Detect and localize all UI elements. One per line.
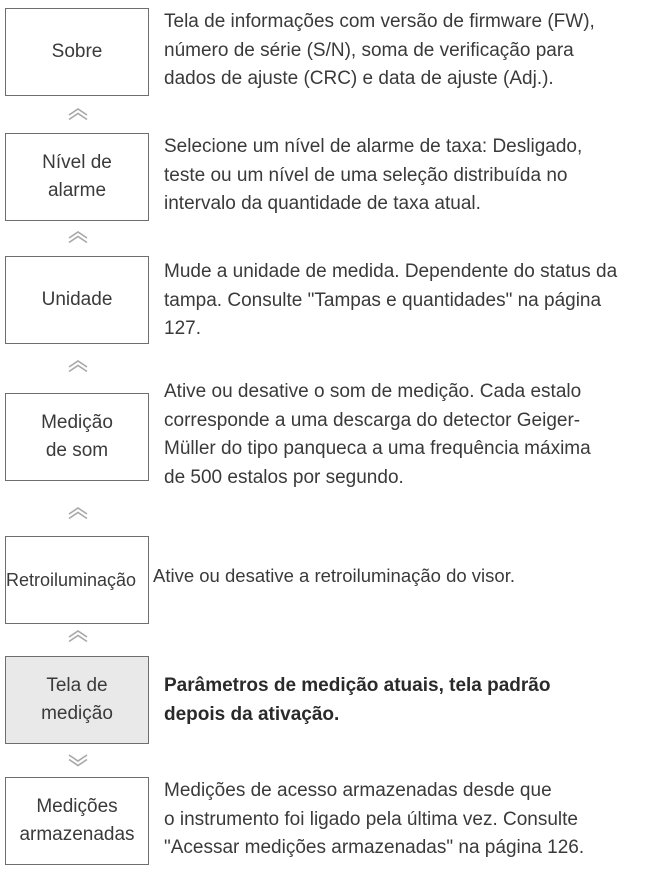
menu-description-tela-de-medicao <box>164 672 551 729</box>
menu-box-retroiluminacao: Retroiluminação <box>5 536 149 624</box>
chevron-up-double-icon <box>66 107 90 121</box>
menu-description-medicao-de-som <box>164 378 591 492</box>
menu-description-nivel-de-alarme <box>164 133 582 219</box>
description-line: Mude a unidade de medida. Dependente do status da <box>164 261 618 282</box>
menu-box-medicoes-armazenadas: Medições armazenadas <box>5 777 149 865</box>
description-line: "Acessar medições armazenadas" na página 126. <box>164 837 585 858</box>
description-line: dados de ajuste (CRC) e data de ajuste (Adj.). <box>164 68 554 89</box>
menu-description-retroiluminacao <box>153 562 515 591</box>
chevron-up-double-icon <box>66 506 90 520</box>
menu-box-nivel-de-alarme: Nível de alarme <box>5 133 149 221</box>
menu-description-unidade <box>164 258 617 344</box>
description-line: Müller do tipo panqueca a uma frequência máxima <box>164 438 591 459</box>
description-line: Ative ou desative a retroiluminação do visor. <box>153 565 515 586</box>
description-line: número de série (S/N), soma de verificação para <box>164 39 574 61</box>
description-line: Selecione um nível de alarme de taxa: Desligado, <box>164 136 583 157</box>
chevron-down-double-icon <box>66 753 90 767</box>
description-line: de 500 estalos por segundo. <box>164 466 404 488</box>
description-line: corresponde a uma descarga do detector Geiger- <box>164 409 581 431</box>
description-line: teste ou um nível de uma seleção distribuída no <box>164 164 568 186</box>
description-line: Parâmetros de medição atuais, tela padrão <box>164 675 551 696</box>
description-line: 127. <box>164 318 201 339</box>
menu-description-sobre <box>164 8 595 94</box>
chevron-up-double-icon <box>66 230 90 244</box>
menu-box-sobre: Sobre <box>5 8 149 96</box>
description-line: Ative ou desative o som de medição. Cada estalo <box>164 381 582 402</box>
menu-box-tela-de-medicao: Tela de medição <box>5 656 149 744</box>
description-line: intervalo da quantidade de taxa atual. <box>164 193 481 214</box>
menu-box-medicao-de-som: Medição de som <box>5 393 149 481</box>
menu-box-unidade: Unidade <box>5 256 149 344</box>
description-line: Tela de informações com versão de firmware (FW), <box>164 11 595 32</box>
description-line: Medições de acesso armazenadas desde que <box>164 780 552 801</box>
description-line: depois da ativação. <box>164 703 340 725</box>
chevron-up-double-icon <box>66 629 90 643</box>
menu-description-medicoes-armazenadas <box>164 777 584 863</box>
chevron-up-double-icon <box>66 359 90 373</box>
description-line: o instrumento foi ligado pela última vez. Consulte <box>164 808 579 830</box>
description-line: tampa. Consulte "Tampas e quantidades" na página <box>164 289 602 311</box>
